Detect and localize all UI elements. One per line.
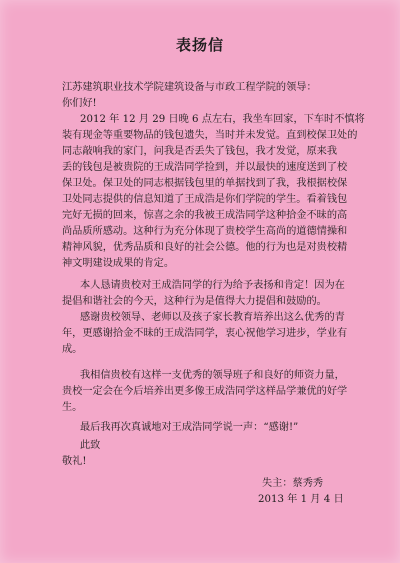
signature: 失主：蔡秀秀	[262, 478, 324, 489]
letter-body	[62, 80, 365, 470]
body-paragraph-4	[62, 368, 362, 416]
paragraph-line: 年，更感谢拾金不昧的王成浩同学，衷心祝他学习进步，学业有	[62, 328, 348, 339]
closing-ci-zhi: 此致	[80, 440, 101, 451]
paragraph-line: 同志敲响我的家门，问我是否丢失了钱包，我才发觉，原来我	[62, 146, 338, 157]
paragraph-line: 卫处同志提供的信息知道了王成浩是你们学院的学生。看着钱包	[62, 194, 348, 205]
paragraph-line: 2012 年 12 月 29 日晚 6 点左右，我坐车回家，下车时不慎将	[80, 114, 365, 125]
paragraph-line: 我相信贵校有这样一支优秀的领导班子和良好的师资力量，	[80, 370, 345, 381]
paragraph-line: 保卫处。保卫处的同志根据钱包里的单据找到了我，我根据校保	[62, 178, 348, 189]
body-paragraph-1	[62, 112, 365, 272]
closing-jing-li: 敬礼!	[62, 456, 87, 467]
paragraph-line: 感谢贵校领导、老师以及孩子家长教育培养出这么优秀的青	[80, 312, 345, 323]
salutation: 江苏建筑职业技术学院建筑设备与市政工程学院的领导：	[62, 82, 317, 93]
paragraph-line: 尚品质所感动。这种行为充分体现了贵校学生高尚的道德情操和	[62, 226, 348, 237]
paragraph-line: 神文明建设成果的肯定。	[62, 258, 175, 269]
greeting: 你们好!	[62, 98, 97, 109]
paragraph-line: 贵校一定会在今后培养出更多像王成浩同学这样品学兼优的好学	[62, 386, 348, 397]
letter-date: 2013 年 1 月 4 日	[258, 494, 344, 505]
paragraph-line: 最后我再次真诚地对王成浩同学说一声：“感谢!”	[80, 422, 299, 433]
paragraph-line: 完好无损的回来，惊喜之余的我被王成浩同学这种拾金不昧的高	[62, 210, 348, 221]
paragraph-line: 生。	[62, 402, 83, 413]
paragraph-line: 本人恳请贵校对王成浩同学的行为给予表扬和肯定！因为在	[80, 280, 345, 291]
paragraph-line: 装有现金等重要物品的钱包遗失，当时并未发觉。直到校保卫处的	[62, 130, 358, 141]
paragraph-line: 成。	[62, 344, 83, 355]
body-paragraph-3	[62, 310, 362, 358]
paragraph-line: 精神风貌，优秀品质和良好的社会公德。他的行为也是对贵校精	[62, 242, 348, 253]
letter-title: 表扬信	[175, 36, 224, 54]
body-paragraph-2	[62, 278, 362, 310]
body-paragraph-5	[62, 420, 362, 436]
paragraph-line: 提倡和谐社会的今天，这种行为是值得大力提倡和鼓励的。	[62, 296, 327, 307]
paragraph-line: 丢的钱包是被贵院的王成浩同学捡到，并以最快的速度送到了校	[62, 162, 348, 173]
